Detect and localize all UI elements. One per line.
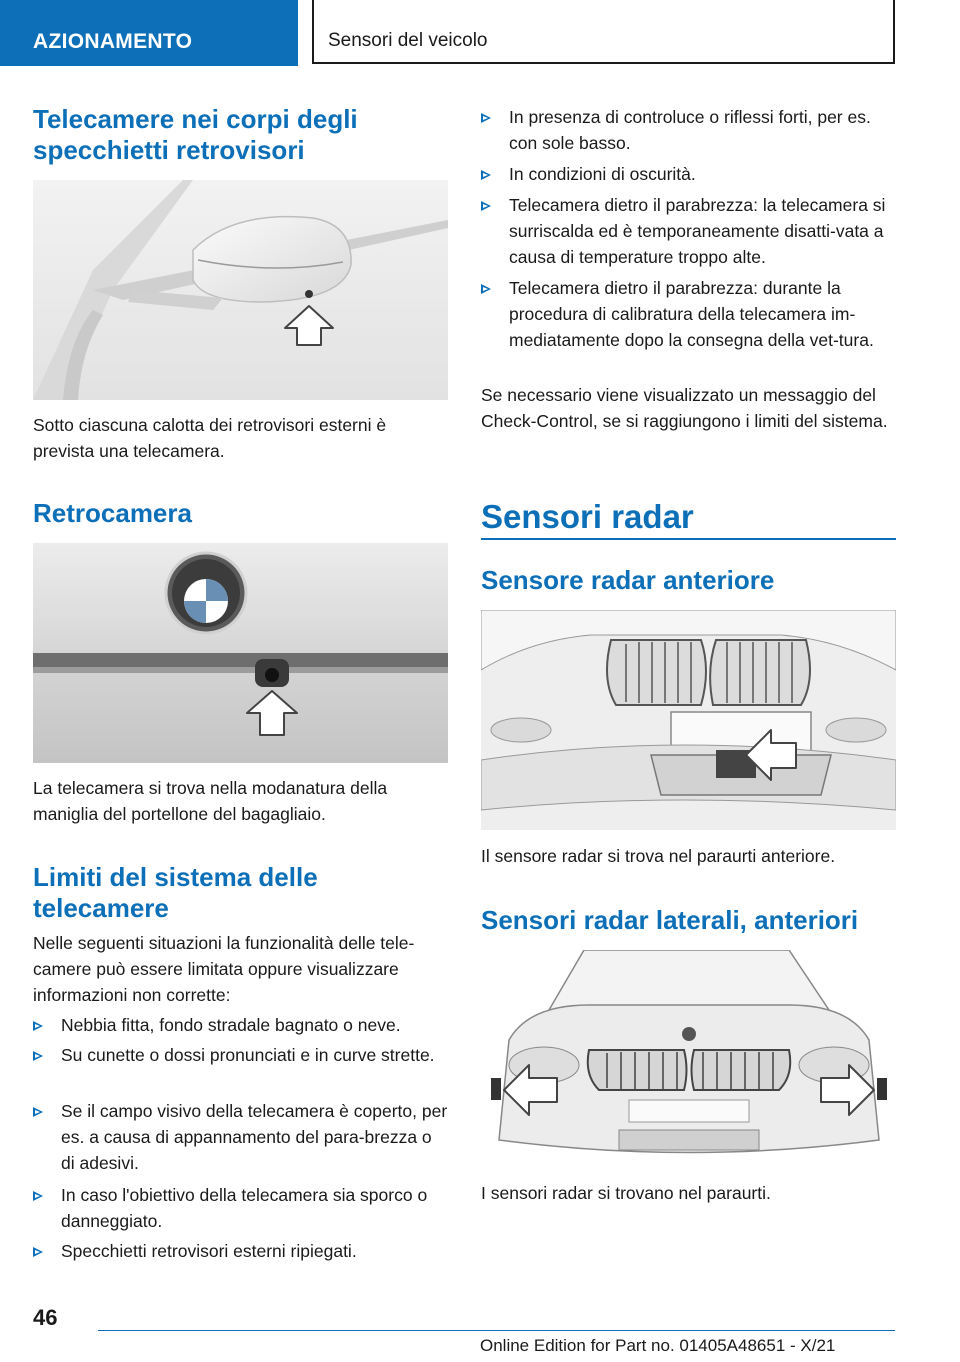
side-radar-image [489,950,889,1170]
list-item: Nebbia fitta, fondo stradale bagnato o neve. [33,1012,448,1038]
heading-front-radar: Sensore radar anteriore [481,565,775,595]
footer-edition: Online Edition for Part no. 01405A48651 - X/21 [480,1336,836,1355]
bullet-triangle-icon [33,1191,43,1201]
page-number: 46 [33,1305,58,1330]
bullet-triangle-icon [33,1051,43,1061]
heading-radar-sensors: Sensori radar [481,498,694,535]
heading-mirror-cameras: Telecamere nei corpi degli specchietti retrovisori [33,104,358,165]
paragraph-check-control: Se necessario viene visualizzato un messaggio del Check-Control, se si raggiungono i limiti del sistema. [481,385,888,431]
paragraph-rear-camera: La telecamera si trova nella modanatura della maniglia del portellone del bagagliaio. [33,778,388,824]
list-item: Su cunette o dossi pronunciati e in curve strette. [33,1042,448,1068]
list-item: Specchietti retrovisori esterni ripiegati. [33,1238,448,1264]
mirror-camera-image [33,180,448,400]
section-tab: AZIONAMENTO [0,0,298,66]
list-item: In condizioni di oscurità. [481,161,896,187]
bullet-triangle-icon [481,113,491,123]
paragraph-front-radar: Il sensore radar si trova nel paraurti anteriore. [481,846,836,866]
bullet-triangle-icon [33,1021,43,1031]
list-item: In caso l'obiettivo della telecamera sia sporco o danneggiato. [33,1182,448,1234]
chapter-title: Sensori del veicolo [328,30,488,51]
chapter-title-box [312,0,895,64]
bullet-triangle-icon [481,170,491,180]
paragraph-side-radar: I sensori radar si trovano nel paraurti. [481,1183,771,1203]
list-item: In presenza di controluce o riflessi forti, per es. con sole basso. [481,104,896,156]
bullet-triangle-icon [481,201,491,211]
front-radar-image [481,610,896,830]
bullet-triangle-icon [481,284,491,294]
page-header [0,0,960,66]
rear-camera-image [33,543,448,763]
bullet-triangle-icon [33,1107,43,1117]
heading-side-radar: Sensori radar laterali, anteriori [481,905,859,935]
heading-rear-camera: Retrocamera [33,498,192,528]
bullet-triangle-icon [33,1247,43,1257]
list-item: Telecamera dietro il parabrezza: la telecamera si surriscalda ed è temporaneamente disatti-vata a causa di temperature troppo alte. [481,192,896,270]
heading-underline [481,538,896,540]
list-item: Telecamera dietro il parabrezza: durante la procedura di calibratura della telecamera im-mediatamente dopo la consegna della vet-tura. [481,275,896,353]
list-item: Se il campo visivo della telecamera è coperto, per es. a causa di appannamento del para-brezza o di adesivi. [33,1098,448,1176]
paragraph-mirror-cameras: Sotto ciascuna calotta dei retrovisori esterni è prevista una telecamera. [33,415,387,461]
heading-limits: Limiti del sistema delle telecamere [33,862,318,923]
footer-rule [98,1330,895,1331]
paragraph-limits: Nelle seguenti situazioni la funzionalità delle tele-camere può essere limitata oppure visualizzare informazioni non corrette: [33,933,415,1005]
